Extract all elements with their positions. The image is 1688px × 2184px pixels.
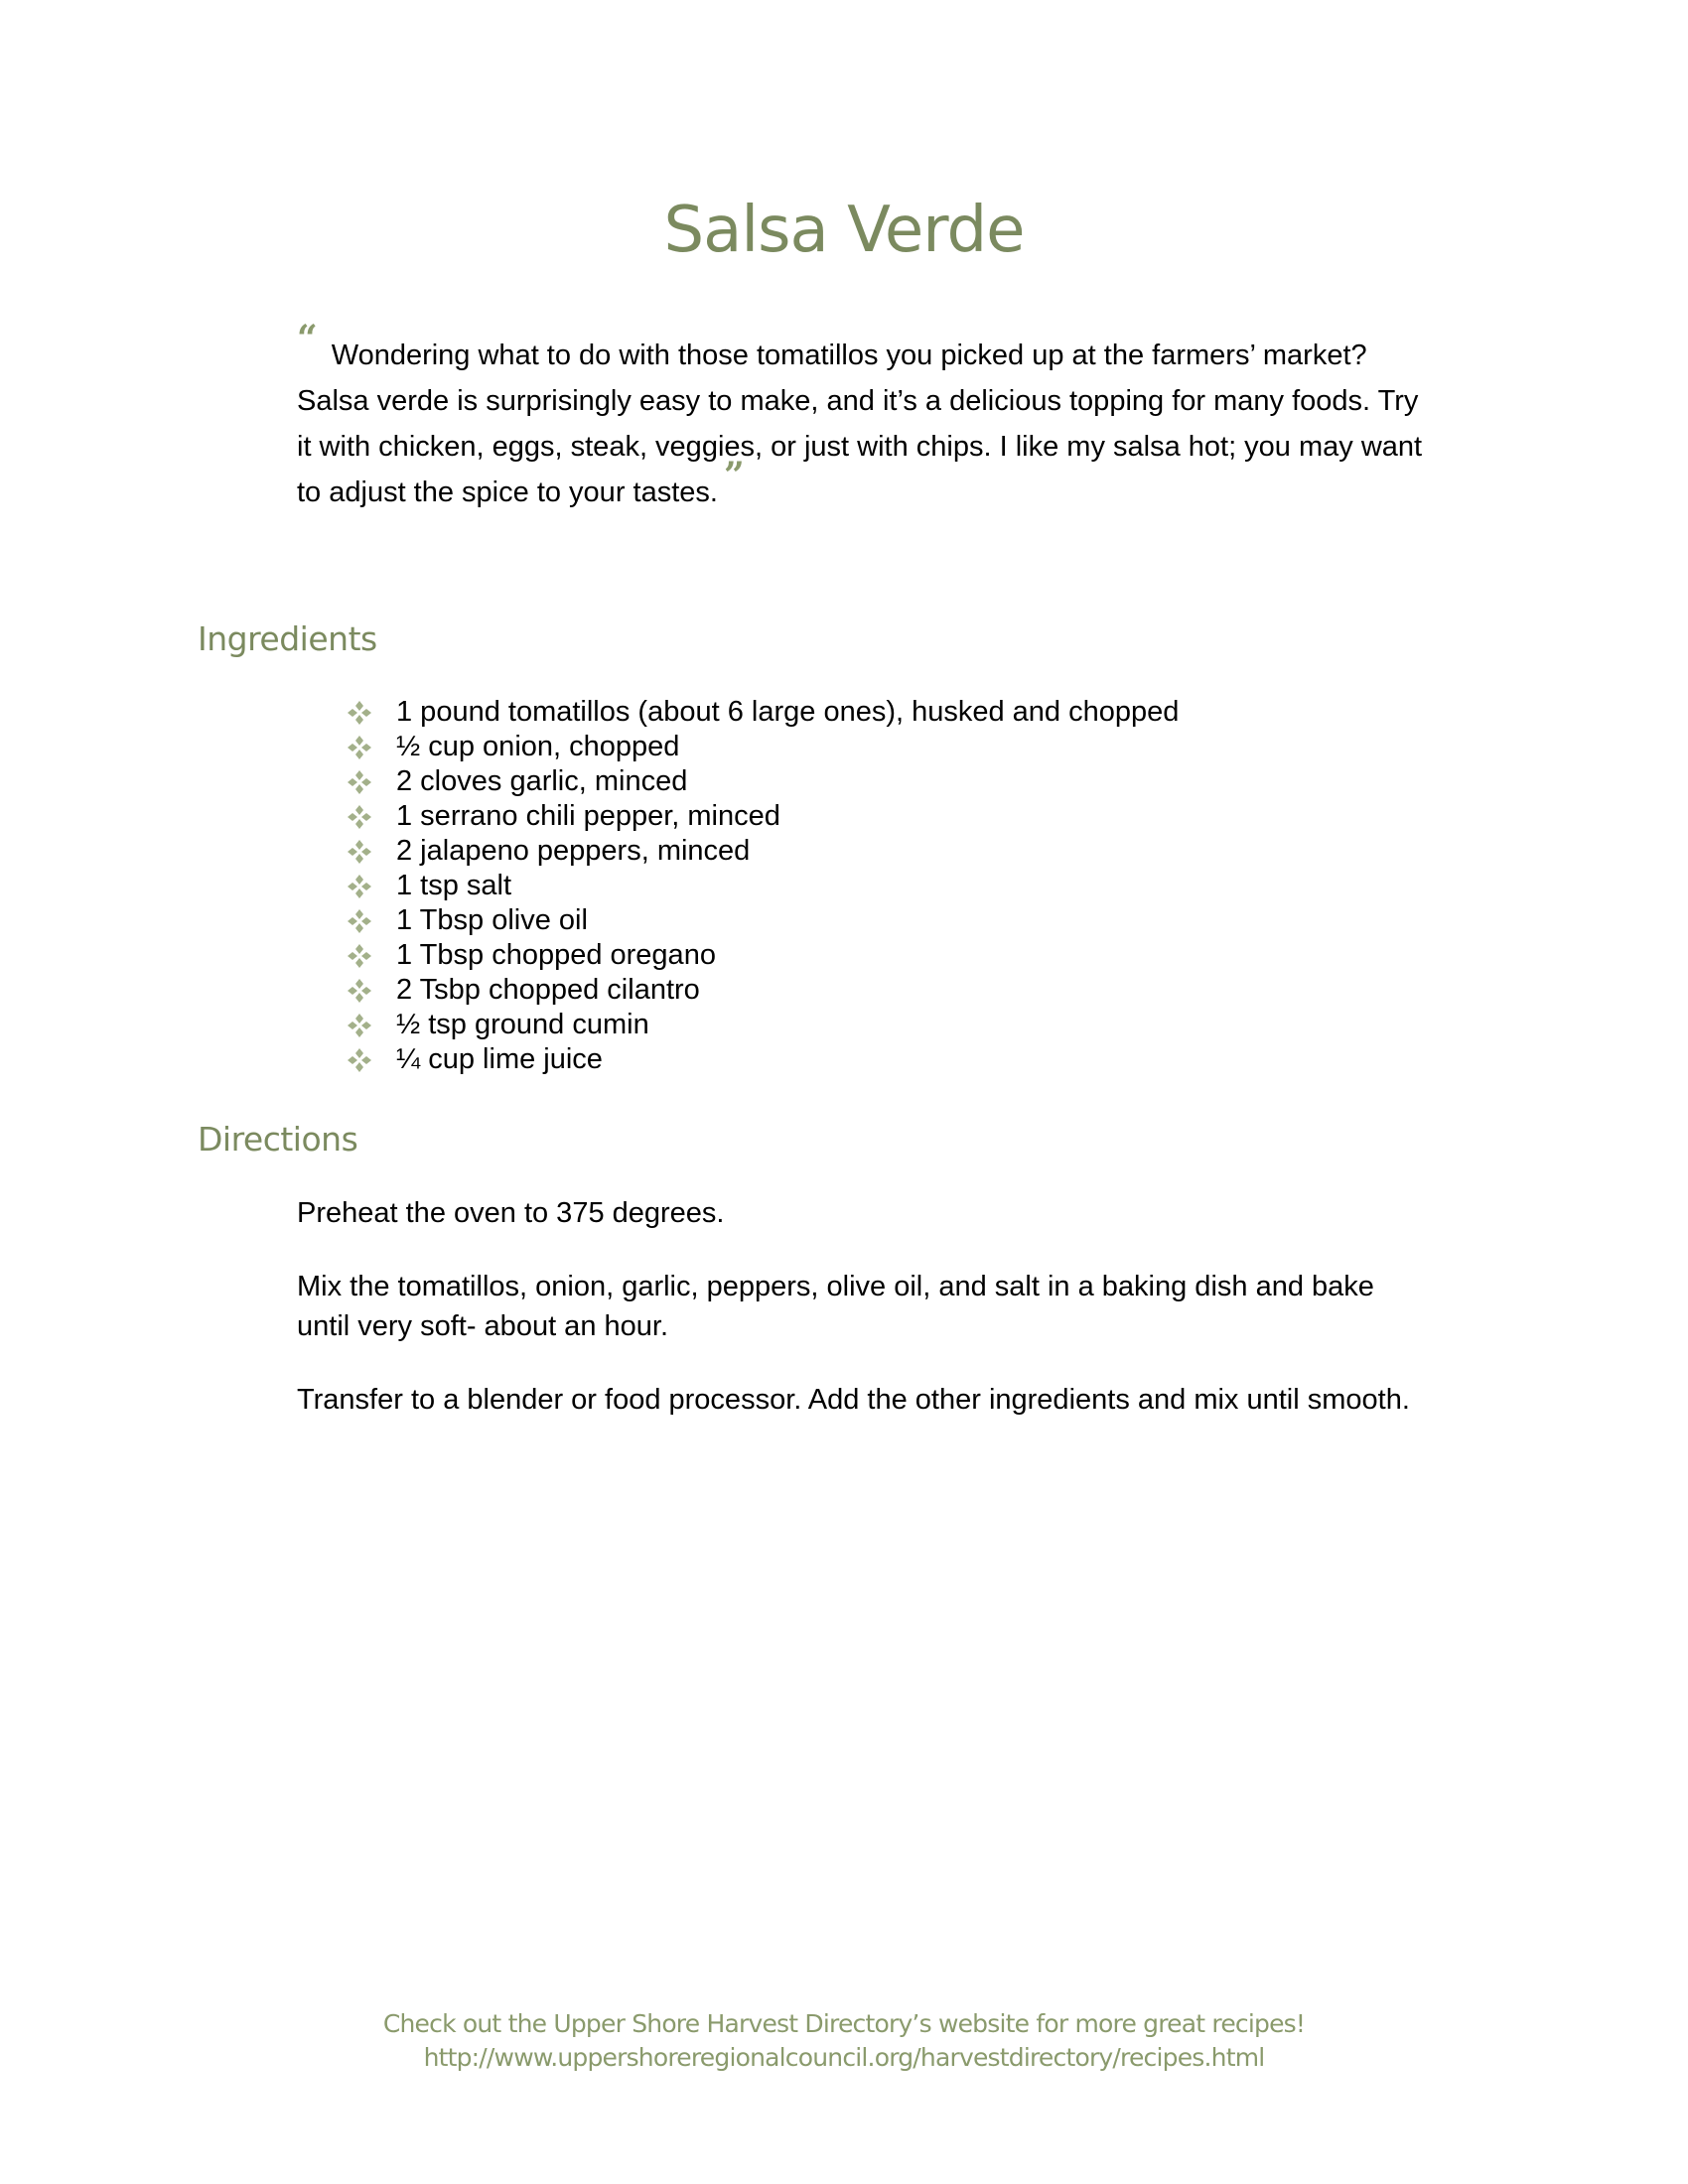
ingredient-text: 2 jalapeno peppers, minced — [396, 835, 751, 867]
ingredient-item — [346, 730, 1179, 764]
four-diamond-bullet-icon — [346, 699, 373, 727]
ingredient-item — [346, 799, 1179, 834]
intro-quote — [297, 318, 1485, 515]
four-diamond-bullet-icon — [346, 768, 373, 796]
four-diamond-bullet-icon — [346, 734, 373, 761]
ingredient-item — [346, 695, 1179, 730]
direction-step-2-line-1: Mix the tomatillos, onion, garlic, peppers, olive oil, and salt in a baking dish and bake — [297, 1271, 1374, 1302]
direction-step-2 — [297, 1267, 1485, 1346]
intro-line-1 — [297, 318, 1485, 378]
ingredient-item — [346, 764, 1179, 799]
ingredient-list — [346, 695, 1179, 1077]
intro-line-3: it with chicken, eggs, steak, veggies, or just with chips. I like my salsa hot; you may want — [297, 431, 1423, 463]
footer — [0, 2007, 1688, 2075]
ingredient-text: ½ cup onion, chopped — [396, 731, 680, 762]
four-diamond-bullet-icon — [346, 803, 373, 831]
four-diamond-bullet-icon — [346, 977, 373, 1005]
four-diamond-bullet-icon — [346, 1046, 373, 1074]
open-quote-icon: “ — [297, 318, 318, 359]
four-diamond-bullet-icon — [346, 942, 373, 970]
footer-promo-text: Check out the Upper Shore Harvest Directory’s website for more great recipes! — [382, 2009, 1306, 2038]
ingredient-item — [346, 834, 1179, 869]
four-diamond-bullet-icon — [346, 1012, 373, 1039]
ingredient-text: 2 Tsbp chopped cilantro — [396, 974, 700, 1006]
ingredient-text: ½ tsp ground cumin — [396, 1009, 649, 1040]
intro-line-2: Salsa verde is surprisingly easy to make, and it’s a delicious topping for many foods. Try — [297, 385, 1419, 417]
ingredient-item — [346, 1042, 1179, 1077]
ingredient-text: 1 pound tomatillos (about 6 large ones), husked and chopped — [396, 696, 1180, 728]
four-diamond-bullet-icon — [346, 873, 373, 900]
direction-step-1: Preheat the oven to 375 degrees. — [297, 1197, 725, 1229]
direction-step-2-line-2: until very soft- about an hour. — [297, 1310, 668, 1342]
ingredient-item — [346, 938, 1179, 973]
page-title: Salsa Verde — [663, 194, 1025, 267]
intro-text-1: Wondering what to do with those tomatillos you picked up at the farmers’ market? — [331, 340, 1367, 371]
ingredient-item — [346, 903, 1179, 938]
intro-text-4: to adjust the spice to your tastes. — [297, 477, 718, 508]
ingredient-text: 1 Tbsp chopped oregano — [396, 939, 716, 971]
close-quote-icon: ” — [723, 455, 745, 496]
four-diamond-bullet-icon — [346, 838, 373, 866]
ingredient-item — [346, 869, 1179, 903]
directions-heading: Directions — [198, 1120, 358, 1159]
footer-url-link[interactable]: http://www.uppershoreregionalcouncil.org/harvestdirectory/recipes.html — [423, 2043, 1265, 2072]
direction-step-3: Transfer to a blender or food processor. Add the other ingredients and mix until smooth. — [297, 1384, 1410, 1416]
ingredient-item — [346, 973, 1179, 1008]
ingredient-text: ¼ cup lime juice — [396, 1043, 603, 1075]
ingredient-text: 1 tsp salt — [396, 870, 512, 901]
intro-line-4 — [297, 455, 1485, 515]
ingredients-heading: Ingredients — [198, 619, 377, 658]
ingredient-text: 1 Tbsp olive oil — [396, 904, 588, 936]
ingredient-item — [346, 1008, 1179, 1042]
ingredient-text: 1 serrano chili pepper, minced — [396, 800, 780, 832]
four-diamond-bullet-icon — [346, 907, 373, 935]
ingredient-text: 2 cloves garlic, minced — [396, 765, 688, 797]
